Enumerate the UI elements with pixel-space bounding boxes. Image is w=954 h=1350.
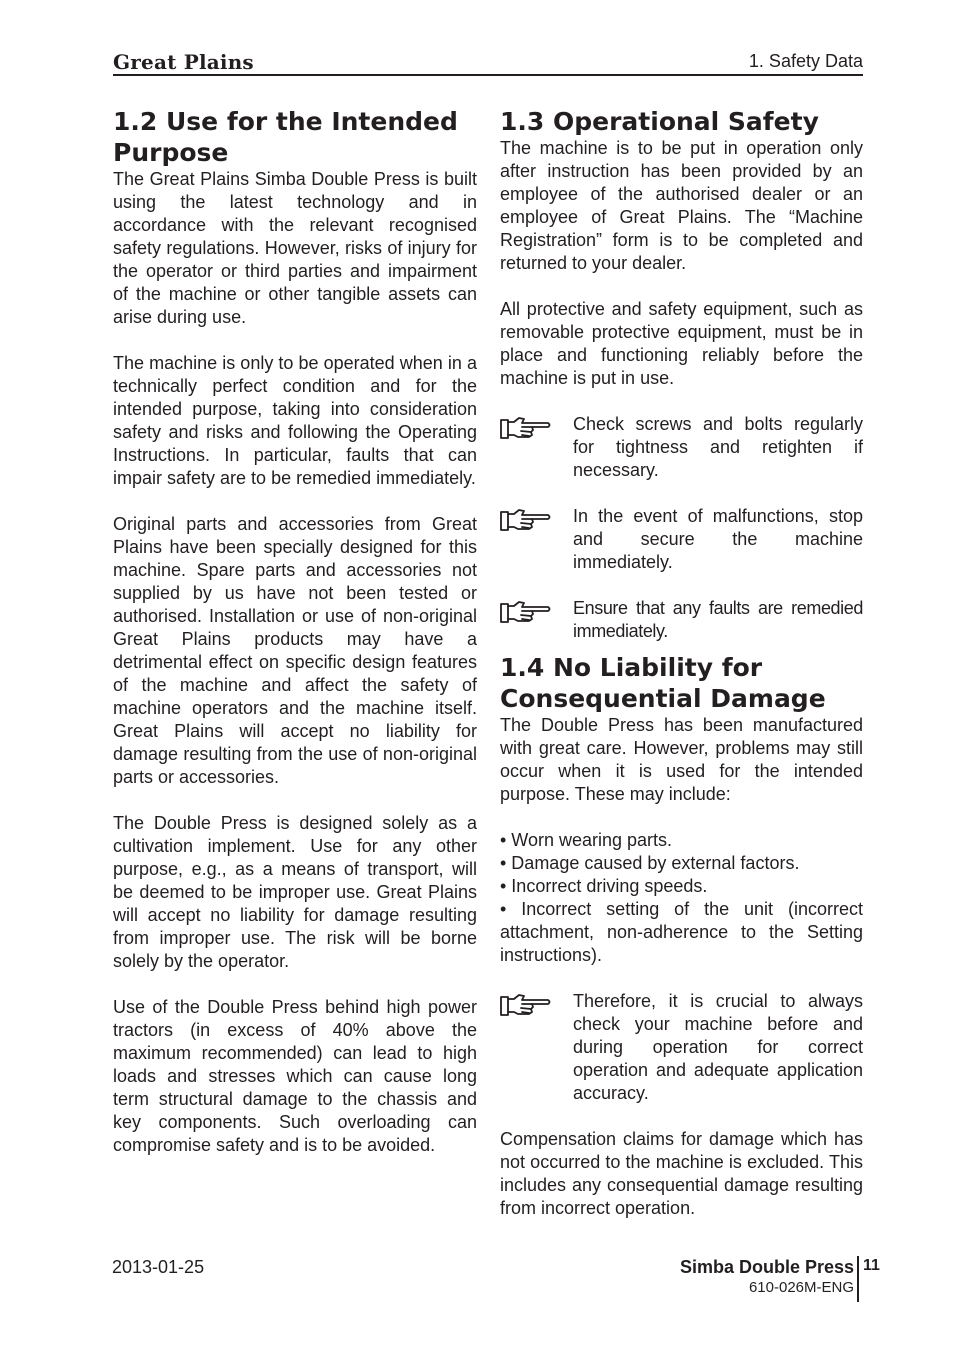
right-column [500, 106, 863, 1220]
paragraph: Original parts and accessories from Great Plains have been specially designed for this machine. Spare parts and accessories not supplied by us have not been tested or authorised. Installation or use of non-original Great Plains products may have a detrimental effect on specific design features of the machine and affect the safety of machine operators and the machine itself. Great Plains will accept no liability for damage resulting from the use of non-original parts or accessories. [113, 514, 477, 787]
liability-list [500, 829, 863, 967]
footer-date: 2013-01-25 [112, 1257, 205, 1277]
footer-doc-code: 610-026M-ENG [748, 1279, 854, 1296]
footer-product: Simba Double Press [679, 1257, 854, 1277]
footer-divider [857, 1256, 859, 1302]
paragraph: The Great Plains Simba Double Press is built using the latest technology and in accordance with the relevant recognised safety regulations. However, risks of injury for the operator or third parties and impairment of the machine or other tangible assets can arise during use. [113, 169, 477, 327]
paragraph: Compensation claims for damage which has not occurred to the machine is excluded. This includes any consequential damage resulting from incorrect operation. [500, 1129, 863, 1218]
page-number: 11 [863, 1257, 880, 1274]
list-item: • Incorrect driving speeds. [500, 876, 708, 896]
pointing-hand-icon [500, 597, 573, 625]
note-text: Therefore, it is crucial to always check your machine before and during operation for correct operation and adequate application accuracy. [573, 991, 863, 1103]
safety-note [500, 505, 863, 574]
note-text: In the event of malfunctions, stop and secure the machine immediately. [573, 506, 863, 572]
header-divider [113, 74, 863, 76]
section-title: 1. Safety Data [748, 51, 863, 71]
paragraph: The Double Press is designed solely as a cultivation implement. Use for any other purpose, e.g., as a means of transport, will be deemed to be improper use. Great Plains will accept no liability for damage resulting from improper use. The risk will be borne solely by the operator. [113, 813, 477, 971]
paragraph: Use of the Double Press behind high power tractors (in excess of 40% above the maximum recommended) can lead to high loads and stresses which can cause long term structural damage to the chassis and key components. Such overloading can compromise safety and is to be avoided. [113, 997, 477, 1155]
list-item: • Worn wearing parts. [500, 830, 673, 850]
liability-note [500, 990, 863, 1105]
list-item: • Damage caused by external factors. [500, 853, 800, 873]
heading-intended-purpose: 1.2 Use for the Intended Purpose [113, 107, 458, 167]
heading-operational-safety: 1.3 Operational Safety [500, 107, 819, 136]
pointing-hand-icon [500, 413, 573, 441]
left-column [113, 106, 477, 1157]
paragraph: The machine is only to be operated when in a technically perfect condition and for the intended purpose, taking into consideration safety and risks and following the Operating Instructions. In particular, faults that can impair safety are to be remedied immediately. [113, 353, 477, 488]
pointing-hand-icon [500, 990, 573, 1018]
paragraph: The Double Press has been manufactured with great care. However, problems may still occur when it is used for the intended purpose. These may include: [500, 715, 863, 804]
safety-note [500, 413, 863, 482]
brand-logo: Great Plains [113, 50, 254, 74]
note-text: Check screws and bolts regularly for tightness and retighten if necessary. [573, 414, 863, 480]
note-text: Ensure that any faults are remedied immediately. [573, 598, 863, 641]
pointing-hand-icon [500, 505, 573, 533]
list-item: • Incorrect setting of the unit (incorrect attachment, non-adherence to the Setting instructions). [500, 899, 863, 965]
paragraph: The machine is to be put in operation only after instruction has been provided by an employee of the authorised dealer or an employee of Great Plains. The “Machine Registration” form is to be completed and returned to your dealer. [500, 138, 863, 273]
heading-no-liability: 1.4 No Liability for Consequential Damage [500, 653, 826, 713]
paragraph: All protective and safety equipment, such as removable protective equipment, must be in place and functioning reliably before the machine is put in use. [500, 299, 863, 388]
safety-note [500, 597, 863, 643]
